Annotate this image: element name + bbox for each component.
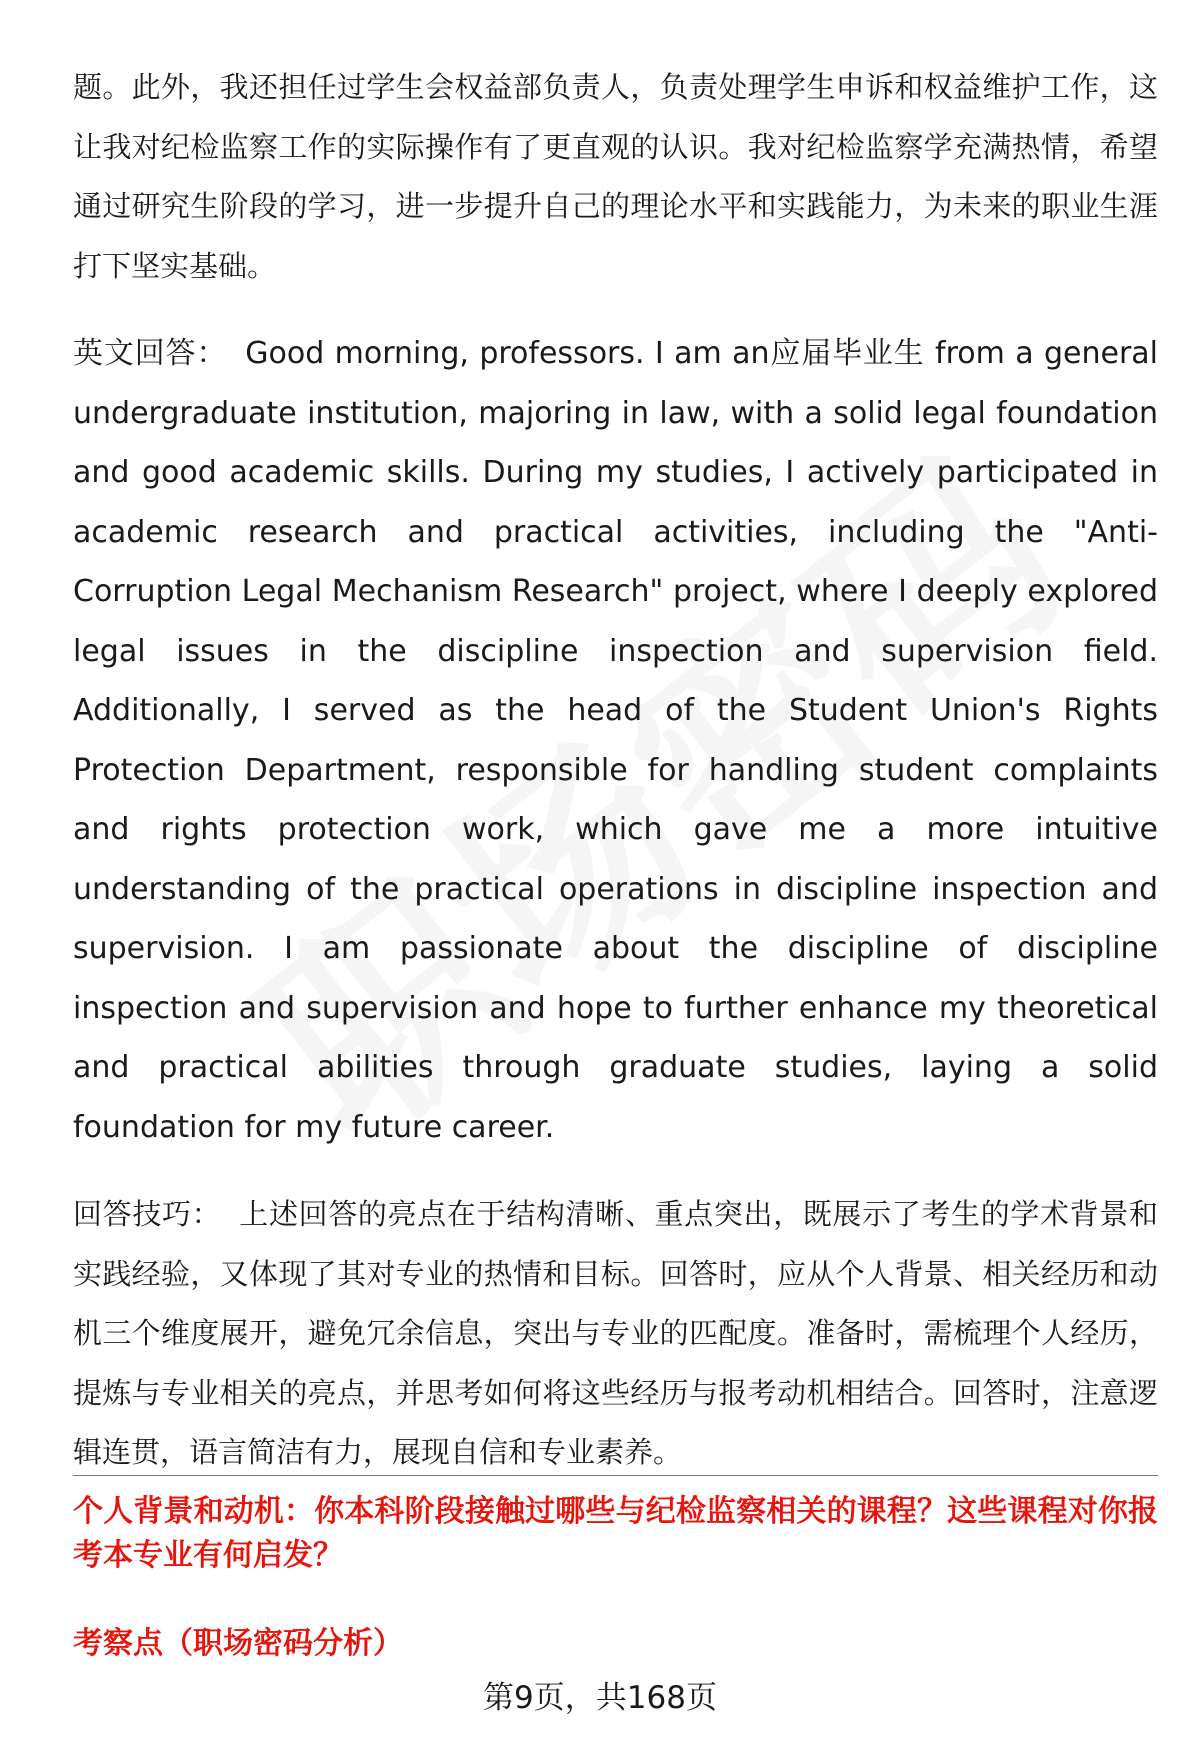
continued-paragraph: 题。此外，我还担任过学生会权益部负责人，负责处理学生申诉和权益维护工作，这让我对纪检监察工作的实际操作有了更直观的认识。我对纪检监察学充满热情，希望通过研究生阶段的学习，进一步提升自己的理论水平和实践能力，为未来的职业生涯打下坚实基础。 xyxy=(73,70,1158,283)
next-question-heading: 个人背景和动机：你本科阶段接触过哪些与纪检监察相关的课程？这些课程对你报考本专业有何启发？ xyxy=(73,1494,1158,1573)
english-answer-text: Good morning, professors. I am an应届毕业生 from a general undergraduate institution, majoring in law, with a solid legal foundation and good academic skills. During my studies, I actively participated in academic research and practical activities, including the "Anti-Corruption Legal Mechanism Research" project, where I deeply explored legal issues in the discipline inspection and supervision field. Additionally, I served as the head of the Student Union's Rights Protection Department, responsible for handling student complaints and rights protection work, which gave me a more intuitive understanding of the practical operations in discipline inspection and supervision. I am passionate about the discipline of discipline inspection and supervision and hope to further enhance my theoretical and practical abilities through graduate studies, laying a solid foundation for my future career. xyxy=(73,336,1159,1145)
english-answer-paragraph xyxy=(73,324,1158,1157)
answer-tips-label: 回答技巧： xyxy=(73,1197,222,1231)
page-number: 第9页，共168页 xyxy=(483,1680,717,1716)
section-divider xyxy=(73,1475,1158,1476)
answer-tips-text: 上述回答的亮点在于结构清晰、重点突出，既展示了考生的学术背景和实践经验，又体现了其对专业的热情和目标。回答时，应从个人背景、相关经历和动机三个维度展开，避免冗余信息，突出与专业的匹配度。准备时，需梳理个人经历，提炼与专业相关的亮点，并思考如何将这些经历与报考动机相结合。回答时，注意逻辑连贯，语言简洁有力，展现自信和专业素养。 xyxy=(73,1197,1158,1469)
page-content xyxy=(73,58,1158,1483)
answer-tips-paragraph xyxy=(73,1185,1158,1483)
examination-point-heading: 考察点（职场密码分析） xyxy=(73,1626,403,1661)
english-answer-label: 英文回答： xyxy=(73,336,228,371)
